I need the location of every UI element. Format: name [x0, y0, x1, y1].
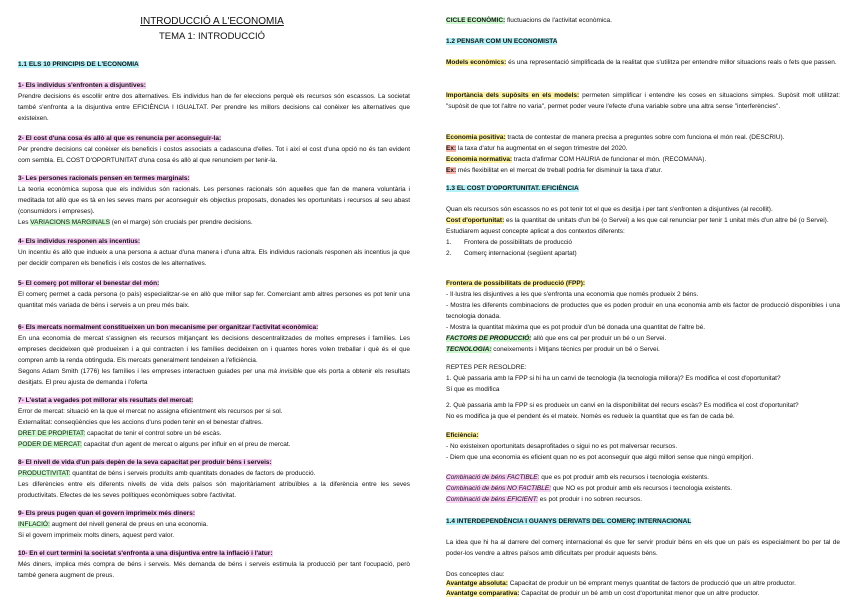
cost-oportunitat: Quan els recursos són escassos no es pot tenir tot el que es desitja i per tant s'enfronten a disjuntives (al recollit). Cost d'oportunitat: es la quantitat de unitats d'un bé (o Servei) a les que cal renunciar per tenir 1 unitat més d'un altre bé (o Servei). Estudiarem aquest concepte aplicat a dos contextos diferents: 1. Frontera de possibilitats de producció 2. Comerç internacional (següent apartat) — [446, 204, 840, 259]
economia-normativa: Economia normativa: tracta d'afirmar COM HAURIA de funcionar el món. (RECOMANA). Ex: més flexibilitat en el mercat de treball podria fer disminuir la taxa d'atur. — [446, 156, 707, 174]
section-1-4-heading: 1.4 INTERDEPENDÈNCIA I GUANYS DERIVATS DEL COMERÇ INTERNACIONAL — [446, 518, 692, 525]
section-1-3-heading: 1.3 EL COST D'OPORTUNITAT. EFICIÈNCIA — [446, 185, 579, 192]
principle-9: 9- Els preus pugen quan el govern imprimeix més diners: INFLACIÓ: augment del nivell general de preus en una economia. Si el govern imprimeix molts diners, aquest perd valor. — [18, 510, 209, 539]
conceptes-clau: Dos conceptes clau: Avantatge absoluta: Capacitat de produir un bé emprant menys quantitat de factors de producció que un altre productor. Avantatge comparativa: Capacitat de produir un bé amb un cost d'oportunitat menor que un altre productor. — [446, 571, 796, 597]
eficiencia-block: Eficiència: - No existeixen oportunitats desaprofitades o sigui no es pot malversar recursos. - Diem que una economia es eficient quan no es pot aconseguir que algú millori sense que ningú empitjori. — [446, 432, 754, 461]
highlight-term: VARIACIONS MARGINALS — [30, 219, 110, 226]
models-economics: Models econòmics: és una representació simplificada de la realitat que s'utilitza per entendre millor situacions reals o fets que passen. — [446, 59, 837, 66]
reptes-block: REPTES PER RESOLDRE: 1. Què passaria amb la FPP si hi ha un canvi de tecnologia (la tecnologia millora)? Es modifica el cost d'oportunitat? Sí que es modifica 2. Què passaria amb la FPP si es produeix un canvi en la disponibilitat del recurs escàs? Es modifica el cost d'oportunitat? No es modifica ja que el pendent és el mateix. Només es redueix la quantitat que es fan de cada bé. — [446, 364, 799, 420]
principle-4 — [18, 236, 410, 269]
principle-text: En una economia de mercat s'assignen els recursos mitjançant les decisions descentralitzades de moltes empreses i famílies. Les empreses decideixen què produeixen i a qui contracten i les famílies decideixen on i quantes hores volen treballar i què és el que compren amb la renda obtinguda. Els mercats generalment tendeixen a l'eficiència. — [18, 335, 410, 364]
principle-heading: 1- Els individus s'enfronten a disjuntives: — [18, 82, 146, 89]
principle-heading: 4- Els individus responen als incentius: — [18, 238, 141, 245]
list-item: 1. Frontera de possibilitats de producció — [446, 239, 573, 246]
principle-1 — [18, 80, 410, 124]
principle-text: La teoria econòmica suposa que els individus són racionals. Les persones racionals són aquelles que fan de manera voluntària i meditada tot allò que es tà en les seves mans per aconseguir els objectius proposats, donades les oportunitats i recursos al seu abast (consumidors i empreses). — [18, 186, 410, 215]
cicle-economic: CICLE ECONÒMIC: fluctuacions de l'activitat econòmica. — [446, 17, 612, 24]
principle-text: Més diners, implica més compra de béns i serveis. Més demanda de béns i serveis estimula la producció per tant l'ocupació, però també genera augment de preus. — [18, 561, 410, 579]
principle-text: Per prendre decisions cal conèixer els beneficis i costos associats a cadascuna d'elles. Tot i així el cost d'una opció no és tan evident com sembla. EL COST D'OPORTUNITAT d'una cosa és allò al que renunciem per tenir-la. — [18, 146, 410, 164]
principle-text: El comerç permet a cada persona (o país) especialitzar-se en allò que millor sap fer. Comerciant amb altres persones es pot tenir una quantitat més variada de béns i serveis a un preu més baix. — [18, 291, 410, 309]
fpp-block: Frontera de possibilitats de producció (FPP): - Il·lustra les disjuntives a les que s'enfronta una economia que només produeix 2 béns. - Mostra les diferents combinacions de productes que es poden produir en una economia amb els factor de producció disponibles i una tecnologia donada. - Mostra la quantitat màxima que es pot produir d'un bé donada una quantitat de l'altre bé. FACTORS DE PRODUCCIÓ: allò que ens cal per produir un bé o un Servei. TECNOLOGIA: coneixements i Mitjans tècnics per produir un bé o Servei. — [446, 280, 840, 353]
comerc-idea: La idea que hi ha al darrere del comerç internacional és que fer servir produir béns en els que un país es especialment bo per tal de poder-los vendre a altres països amb dificultats per produir aquests béns. — [446, 539, 840, 557]
list-item: 2. Comerç internacional (següent apartat) — [446, 250, 577, 257]
principle-10 — [18, 548, 410, 581]
section-1-1-heading: 1.1 ELS 10 PRINCIPIS DE L'ECONOMIA — [18, 61, 139, 68]
principle-heading: 3- Les persones racionals pensen en termes marginals: — [18, 175, 190, 182]
principle-heading: 7- L'estat a vegades pot millorar els resultats del mercat: — [18, 397, 194, 404]
principle-heading: 6- Els mercats normalment constitueixen un bon mecanisme per organitzar l'activitat econòmica: — [18, 324, 319, 331]
principle-2 — [18, 133, 410, 166]
principle-text: Un incentiu és allò que indueix a una persona a actuar d'una manera i d'una altra. Els individus racionals responen als incentius ja que per decidir comparen els beneficis i els costos de les alternatives. — [18, 249, 410, 267]
principle-text: Prendre decisions és escollir entre dos alternatives. Els individus han de fer eleccions perquè els recursos són escassos. La societat també s'enfronta a la disjuntiva entre EFICIÈNCIA I IGUALTAT. Per prendre les millors decisions cal conèixer les alternatives que existeixen. — [18, 93, 410, 122]
principle-8: 8- El nivell de vida d'un país depèn de la seva capacitat per produir béns i serveis: PRODUCTIVITAT: quantitat de béns i serveis produïts amb quantitats donades de factors de producció. Les diferències entre els diferents nivells de vida dels països són majoritàriament atribuïbles a la diferència entre les seves productivitats. Efectes de les seves polítiques econòmiques sobre l'activitat. — [18, 459, 410, 499]
importancia-suposits: Importància dels supòsits en els models: permeten simplificar i entendre les coses en situacions simples. Supòsit molt utilitzat: "supòsit de que tot l'altre no varia", permet poder veure l'efecte d'una variable sobre una altra sense "interferències". — [446, 92, 840, 110]
document-subtitle: TEMA 1: INTRODUCCIÓ — [158, 31, 266, 42]
document-title: INTRODUCCIÓ A L'ECONOMIA — [140, 16, 284, 27]
principle-5 — [18, 278, 410, 311]
principle-heading: 2- El cost d'una cosa és allò al que es renuncia per aconseguir-la: — [18, 135, 222, 142]
section-1-2-heading: 1.2 PENSAR COM UN ECONOMISTA — [446, 38, 558, 45]
principle-heading: 9- Els preus pugen quan el govern imprimeix més diners: — [18, 510, 195, 517]
principle-heading: 5- El comerç pot millorar el benestar del món: — [18, 280, 160, 287]
principle-6: 6- Els mercats normalment constitueixen un bon mecanisme per organitzar l'activitat econòmica: En una economia de mercat s'assignen els recursos mitjançant les decisions descentralitzades de moltes empreses i famílies. Les empreses decideixen què produeixen i a qui contracten i les famílies decideixen on i quantes hores volen treballar i què és el que compren amb la renda obtinguda. Els mercats generalment tendeixen a l'eficiència. Segons Adam Smith (1776) les famílies i les empreses interactuen guiades per una mà invisible que els porta a obtenir els resultats desitjats. El preu ajusta de demanda i l'oferta — [18, 324, 410, 386]
principle-heading: 10- En el curt termini la societat s'enfronta a una disjuntiva entre la inflació i l'atur: — [18, 550, 273, 557]
combinacions-block: Combinació de béns FACTIBLE: que es pot produir amb els recursos i tecnologia existents. Combinació de béns NO FACTIBLE: que NO es pot produir amb els recursos i tecnologia existents. Combinació de béns EFICIENT: es pot produir i no sobren recursos. — [446, 474, 733, 503]
principle-heading: 8- El nivell de vida d'un país depèn de la seva capacitat per produir béns i serveis: — [18, 459, 272, 466]
principle-7: 7- L'estat a vegades pot millorar els resultats del mercat: Error de mercat: situació en la que el mercat no assigna eficientment els recursos per si sol. Externalitat: conseqüències que les accions d'uns poden tenir en el benestar d'altres. DRET DE PROPIETAT: capacitat de tenir el control sobre un bé escàs. PODER DE MERCAT: capacitat d'un agent de mercat o alguns per influir en el preu de mercat. — [18, 397, 291, 448]
principle-3: 3- Les persones racionals pensen en termes marginals: La teoria econòmica suposa que els individus són racionals. Les persones racionals són aquelles que fan de manera voluntària i meditada tot allò que es tà en les seves mans per aconseguir els objectius proposats, donades les oportunitats i recursos al seu abast (consumidors i empreses). Les VARIACIONS MARGINALS (en el marge) són crucials per prendre decisions. — [18, 175, 410, 226]
economia-positiva: Economia positiva: tracta de contestar de manera precisa a preguntes sobre com funciona el món real. (DESCRIU). Ex: la taxa d'atur ha augmentat en el segon trimestre del 2020. — [446, 134, 785, 152]
